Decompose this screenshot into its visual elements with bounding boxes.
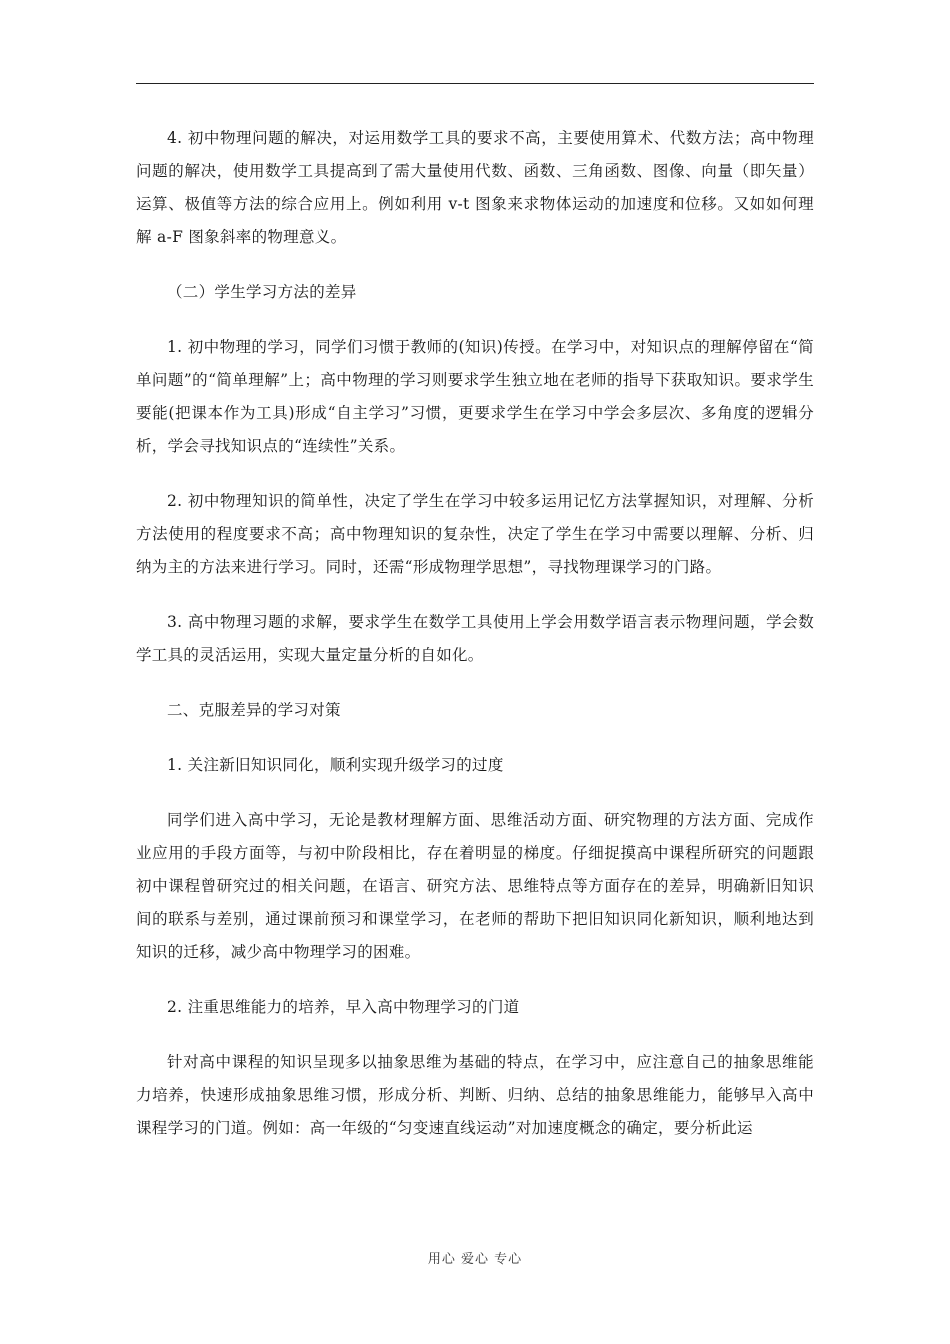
header-rule — [136, 83, 814, 84]
paragraph-method-2: 2. 初中物理知识的简单性，决定了学生在学习中较多运用记忆方法掌握知识，对理解、分析方法使用的程度要求不高；高中物理知识的复杂性，决定了学生在学习中需要以理解、分析、归纳为主的方法来进行学习。同时，还需“形成物理学思想”，寻找物理课学习的门路。 — [136, 492, 814, 576]
page-footer: 用心 爱心 专心 — [427, 1252, 523, 1267]
paragraph-method-1: 1. 初中物理的学习，同学们习惯于教师的(知识)传授。在学习中，对知识点的理解停留在“简单问题”的“简单理解”上；高中物理的学习则要求学生独立地在老师的指导下获取知识。要求学生要能(把课本作为工具)形成“自主学习”习惯，更要求学生在学习中学会多层次、多角度的逻辑分析，学会寻找知识点的“连续性”关系。 — [136, 338, 814, 455]
section-heading-strategies: 二、克服差异的学习对策 — [167, 701, 341, 719]
document-body — [136, 122, 814, 1167]
paragraph-strategy-2: 针对高中课程的知识呈现多以抽象思维为基础的特点，在学习中，应注意自己的抽象思维能力培养，快速形成抽象思维习惯，形成分析、判断、归纳、总结的抽象思维能力，能够早入高中课程学习的门道。例如：高一年级的“匀变速直线运动”对加速度概念的确定，要分析此运 — [136, 1053, 814, 1137]
subheading-strategy-1: 1. 关注新旧知识同化，顺利实现升级学习的过度 — [167, 756, 504, 774]
paragraph-method-3: 3. 高中物理习题的求解，要求学生在数学工具使用上学会用数学语言表示物理问题，学会数学工具的灵活运用，实现大量定量分析的自如化。 — [136, 613, 814, 664]
section-heading-study-methods: （二）学生学习方法的差异 — [167, 283, 357, 301]
paragraph-strategy-1: 同学们进入高中学习，无论是教材理解方面、思维活动方面、研究物理的方法方面、完成作业应用的手段方面等，与初中阶段相比，存在着明显的梯度。仔细捉摸高中课程所研究的问题跟初中课程曾研究过的相关问题，在语言、研究方法、思维特点等方面存在的差异，明确新旧知识间的联系与差别，通过课前预习和课堂学习，在老师的帮助下把旧知识同化新知识，顺利地达到知识的迁移，减少高中物理学习的困难。 — [136, 811, 814, 961]
paragraph-math-tools: 4. 初中物理问题的解决，对运用数学工具的要求不高，主要使用算术、代数方法；高中物理问题的解决，使用数学工具提高到了需大量使用代数、函数、三角函数、图像、向量（即矢量）运算、极值等方法的综合应用上。例如利用 v-t 图象来求物体运动的加速度和位移。又如如何理解 a-F 图象斜率的物理意义。 — [136, 129, 814, 246]
subheading-strategy-2: 2. 注重思维能力的培养，早入高中物理学习的门道 — [167, 998, 520, 1016]
